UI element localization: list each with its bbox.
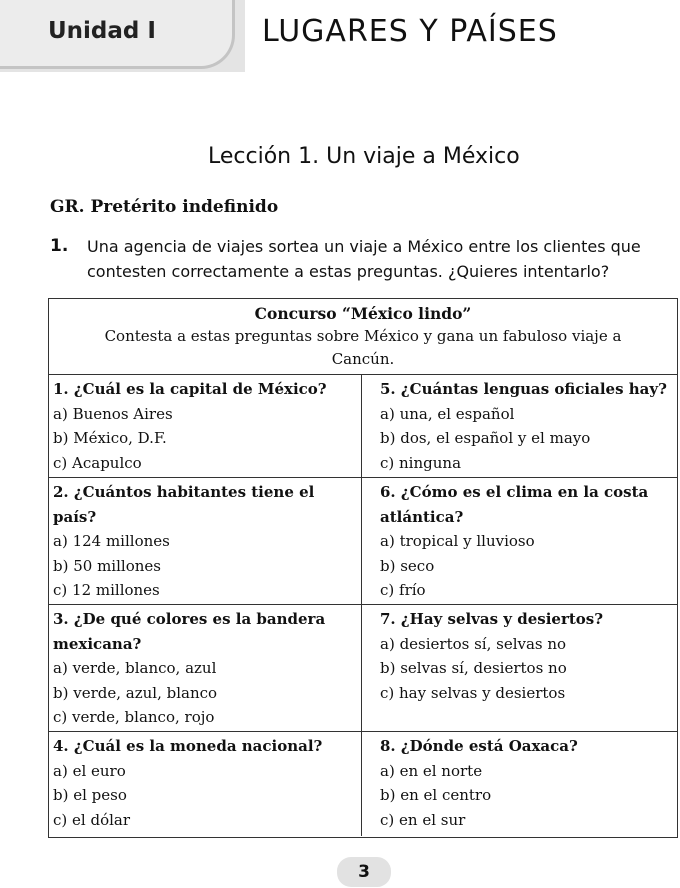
answer-option: c) hay selvas y desiertos [380,683,566,702]
answer-option: c) en el sur [380,810,466,829]
question-cell [362,478,677,604]
question-text: 3. ¿De qué colores es la bandera mexicana? [53,610,326,653]
question-text: 1. ¿Cuál es la capital de México? [53,380,327,398]
quiz-row [49,478,677,605]
answer-option: b) 50 millones [53,556,161,575]
answer-option: a) 124 millones [53,532,170,550]
grammar-heading: GR. Pretérito indefinido [50,197,279,217]
quiz-row [49,375,677,478]
answer-option: c) 12 millones [53,581,160,599]
lesson-title: Lección 1. Un viaje a México [208,144,520,169]
answer-option: c) verde, blanco, rojo [53,708,215,726]
answer-option: b) México, D.F. [53,429,167,447]
question-cell [362,375,677,477]
unit-label: Unidad I [48,18,156,44]
answer-option: a) verde, blanco, azul [53,659,217,677]
quiz-title: Concurso “México lindo” [254,304,472,323]
quiz-row [49,605,677,732]
question-cell [49,605,362,731]
answer-option: c) ninguna [380,453,462,472]
answer-option: a) desiertos sí, selvas no [380,634,567,653]
answer-option: c) el dólar [53,810,131,829]
page-number: 3 [337,857,391,887]
answer-option: a) una, el español [380,404,515,423]
answer-option: c) Acapulco [53,453,142,472]
quiz-header [49,299,677,375]
answer-option: b) verde, azul, blanco [53,683,218,702]
question-text: 2. ¿Cuántos habitantes tiene el país? [53,483,315,526]
question-cell [362,732,677,836]
question-cell [49,478,362,604]
question-text: 4. ¿Cuál es la moneda nacional? [53,737,323,755]
question-text: 6. ¿Cómo es el clima en la costa atlántica? [380,483,649,526]
quiz-table [48,298,678,838]
answer-option: a) Buenos Aires [53,404,173,423]
question-cell [49,375,362,477]
question-text: 8. ¿Dónde está Oaxaca? [380,737,578,755]
question-cell [49,732,362,836]
exercise-text: Una agencia de viajes sortea un viaje a México entre los clientes que contesten correctamente a estas preguntas. ¿Quieres intentarlo? [87,237,641,281]
question-text: 5. ¿Cuántas lenguas oficiales hay? [380,380,667,398]
answer-option: a) en el norte [380,761,483,780]
unit-title: LUGARES Y PAÍSES [262,14,558,49]
answer-option: b) seco [380,556,435,575]
answer-option: b) selvas sí, desiertos no [380,659,567,677]
answer-option: a) tropical y lluvioso [380,532,535,550]
answer-option: b) en el centro [380,786,492,804]
answer-option: c) frío [380,581,426,599]
question-text: 7. ¿Hay selvas y desiertos? [380,610,604,628]
exercise-instruction [50,234,678,284]
exercise-number: 1. [50,236,69,256]
quiz-instructions: Contesta a estas preguntas sobre México y gana un fabuloso viaje a Cancún. [104,327,622,368]
answer-option: a) el euro [53,761,126,780]
quiz-row [49,732,677,836]
answer-option: b) el peso [53,786,127,804]
unit-tab [0,0,245,72]
question-cell [362,605,677,731]
answer-option: b) dos, el español y el mayo [380,429,591,447]
